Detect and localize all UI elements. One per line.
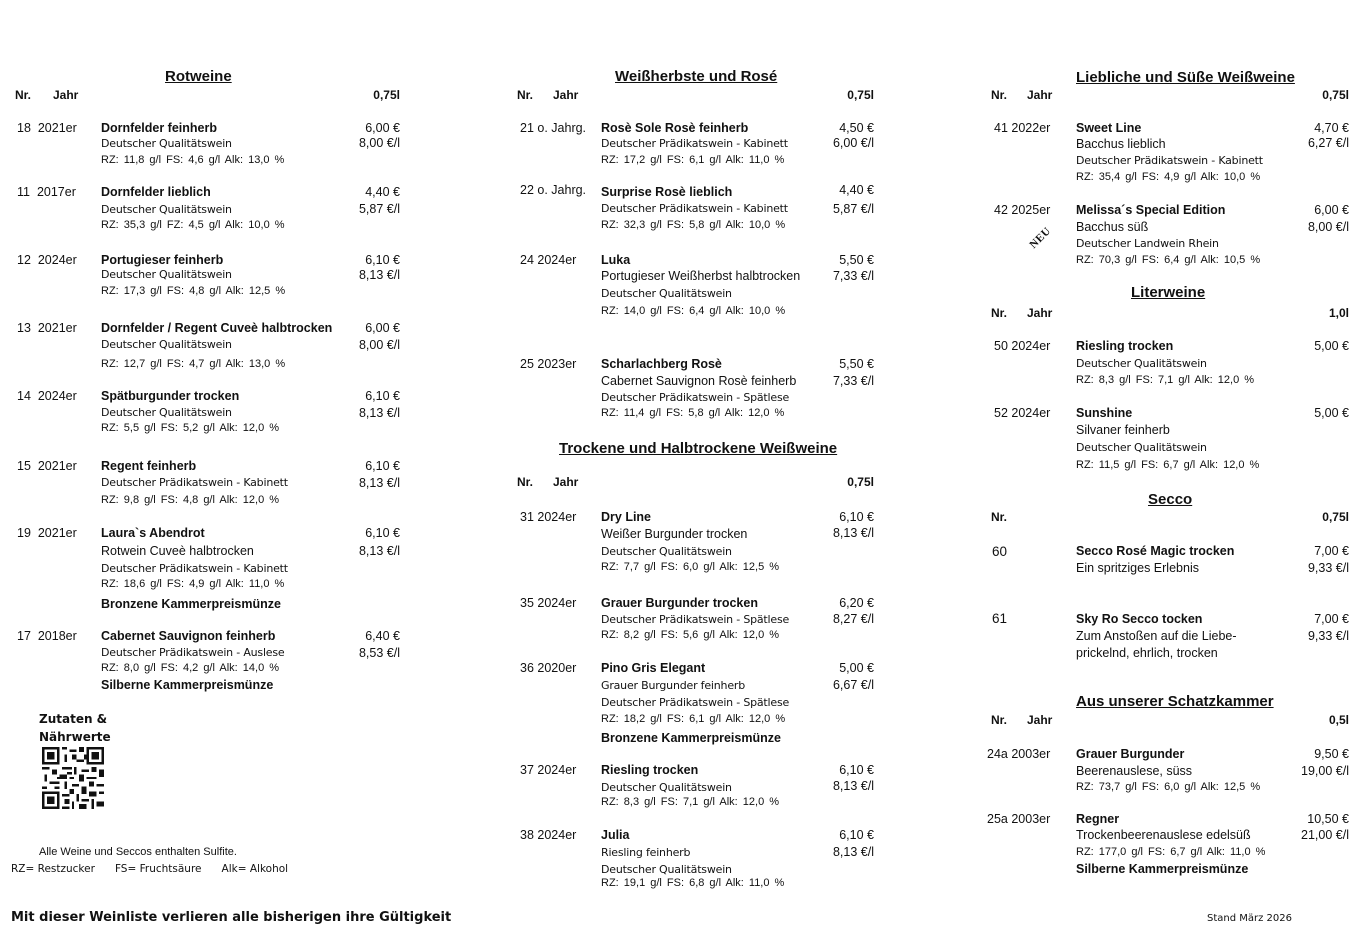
header-nr: Nr. xyxy=(991,510,1008,524)
wine-price: 7,00 € xyxy=(1314,544,1349,558)
wine-analysis: RZ: 18,6 g/l FS: 4,9 g/l Alk: 11,0 % xyxy=(101,578,285,590)
wine-name: Surprise Rosè lieblich xyxy=(601,185,733,199)
wine-price-per-liter: 9,33 €/l xyxy=(1307,629,1349,643)
wine-award: Silberne Kammerpreismünze xyxy=(1076,862,1249,876)
header-volume: 1,0l xyxy=(1328,306,1349,320)
wine-price-per-liter: 21,00 €/l xyxy=(1301,828,1349,842)
wine-price: 4,70 € xyxy=(1314,121,1349,135)
wine-name: Regent feinherb xyxy=(101,459,197,473)
wine-nr-year: 24 2024er xyxy=(520,253,577,267)
section-title-trockene: Trockene und Halbtrockene Weißweine xyxy=(559,440,838,457)
wine-name: Grauer Burgunder trocken xyxy=(601,596,758,610)
header-volume: 0,75l xyxy=(1322,510,1349,524)
header-volume: 0,75l xyxy=(373,88,400,102)
wine-price: 6,10 € xyxy=(365,459,400,473)
wine-price: 6,00 € xyxy=(365,121,400,135)
wine-price-per-liter: 5,87 €/l xyxy=(832,202,874,216)
wine-nr-year: 41 2022er xyxy=(994,121,1051,135)
wine-quality: Deutscher Qualitätswein xyxy=(601,781,732,794)
wine-subtitle: Weißer Burgunder trocken xyxy=(601,527,748,541)
wine-price-per-liter: 5,87 €/l xyxy=(358,202,400,216)
wine-nr-year: 25 2023er xyxy=(520,357,577,371)
wine-price-per-liter: 8,13 €/l xyxy=(832,526,874,540)
header-jahr: Jahr xyxy=(1027,306,1053,320)
wine-quality: Deutscher Qualitätswein xyxy=(101,203,232,216)
wine-subtitle: Silvaner feinherb xyxy=(1076,423,1170,437)
wine-nr-year: 50 2024er xyxy=(994,339,1051,353)
wine-nr-year: 22 o. Jahrg. xyxy=(520,183,587,197)
wine-quality: Deutscher Prädikatswein - Kabinett xyxy=(101,476,288,489)
wine-name: Dornfelder feinherb xyxy=(101,121,217,135)
wine-nr-year: 31 2024er xyxy=(520,510,577,524)
header-nr: Nr. xyxy=(517,475,534,489)
wine-analysis: RZ: 17,3 g/l FS: 4,8 g/l Alk: 12,5 % xyxy=(101,285,286,297)
wine-price: 6,20 € xyxy=(839,596,874,610)
section-title-weissherbste: Weißherbste und Rosé xyxy=(615,68,778,85)
new-badge: NEU xyxy=(1027,225,1054,251)
wine-price: 4,40 € xyxy=(365,185,400,199)
wine-price: 5,00 € xyxy=(839,661,874,675)
wine-analysis: RZ: 11,5 g/l FS: 6,7 g/l Alk: 12,0 % xyxy=(1076,459,1260,471)
wine-price: 6,10 € xyxy=(839,763,874,777)
wine-price: 4,40 € xyxy=(839,183,874,197)
wine-price: 6,40 € xyxy=(365,629,400,643)
wine-nr-year: 14 2024er xyxy=(17,389,77,403)
wine-quality: Deutscher Qualitätswein xyxy=(1076,357,1207,370)
wine-price-per-liter: 8,00 €/l xyxy=(358,136,400,150)
zutaten-label-line2: Nährwerte xyxy=(39,730,111,744)
wine-name: Regner xyxy=(1076,812,1120,826)
header-volume: 0,75l xyxy=(847,475,874,489)
wine-name: Cabernet Sauvignon feinherb xyxy=(101,629,276,643)
wine-analysis: RZ: 8,3 g/l FS: 7,1 g/l Alk: 12,0 % xyxy=(1076,374,1255,386)
wine-nr-year: 11 2017er xyxy=(17,185,76,199)
wine-subtitle: Rotwein Cuveè halbtrocken xyxy=(101,544,254,558)
wine-nr-year: 38 2024er xyxy=(520,828,577,842)
wine-name: Riesling trocken xyxy=(1076,339,1174,353)
wine-price: 4,50 € xyxy=(839,121,874,135)
wine-name: Melissa´s Special Edition xyxy=(1076,203,1226,217)
wine-subtitle: Grauer Burgunder feinherb xyxy=(601,679,745,692)
header-nr: Nr. xyxy=(517,88,534,102)
wine-name: Julia xyxy=(601,828,630,842)
wine-price: 5,50 € xyxy=(839,357,874,371)
wine-price: 6,10 € xyxy=(839,828,874,842)
wine-price-per-liter: 8,53 €/l xyxy=(358,646,400,660)
wine-price-per-liter: 8,13 €/l xyxy=(358,268,400,282)
wine-price-per-liter: 8,27 €/l xyxy=(832,612,874,626)
header-nr: Nr. xyxy=(991,713,1008,727)
wine-analysis: RZ: 7,7 g/l FS: 6,0 g/l Alk: 12,5 % xyxy=(601,561,780,573)
wine-analysis: RZ: 14,0 g/l FS: 6,4 g/l Alk: 10,0 % xyxy=(601,305,786,317)
wine-name: Pino Gris Elegant xyxy=(601,661,706,675)
wine-name: Portugieser feinherb xyxy=(101,253,224,267)
wine-quality: Deutscher Prädikatswein - Spätlese xyxy=(601,696,790,709)
wine-analysis: RZ: 17,2 g/l FS: 6,1 g/l Alk: 11,0 % xyxy=(601,154,785,166)
wine-nr-year: 52 2024er xyxy=(994,406,1051,420)
wine-nr-year: 13 2021er xyxy=(17,321,77,335)
wine-price-per-liter: 9,33 €/l xyxy=(1307,561,1349,575)
wine-name: Dornfelder lieblich xyxy=(101,185,211,199)
section-title-rotweine: Rotweine xyxy=(165,68,232,85)
wine-analysis: RZ: 35,4 g/l FS: 4,9 g/l Alk: 10,0 % xyxy=(1076,171,1261,183)
header-jahr: Jahr xyxy=(53,88,79,102)
wine-name: Dornfelder / Regent Cuveè halbtrocken xyxy=(101,321,333,335)
stand-date: Stand März 2026 xyxy=(1207,913,1293,924)
wine-quality: Deutscher Qualitätswein xyxy=(101,137,232,150)
wine-price: 5,00 € xyxy=(1314,339,1349,353)
wine-quality: Deutscher Qualitätswein xyxy=(601,287,732,300)
validity-notice: Mit dieser Weinliste verlieren alle bisherigen ihre Gültigkeit xyxy=(11,910,452,925)
wine-quality: Deutscher Qualitätswein xyxy=(101,338,232,351)
wine-quality: Deutscher Prädikatswein - Kabinett xyxy=(601,202,788,215)
wine-price: 7,00 € xyxy=(1314,612,1349,626)
wine-price-per-liter: 6,67 €/l xyxy=(832,678,874,692)
wine-price: 5,00 € xyxy=(1314,406,1349,420)
wine-quality: Deutscher Prädikatswein - Spätlese xyxy=(601,391,790,404)
wine-quality: Deutscher Qualitätswein xyxy=(101,406,232,419)
wine-nr-year: 37 2024er xyxy=(520,763,577,777)
wine-quality: Deutscher Qualitätswein xyxy=(601,545,732,558)
header-volume: 0,5l xyxy=(1328,713,1349,727)
wine-price-per-liter: 19,00 €/l xyxy=(1301,764,1349,778)
wine-analysis: RZ: 12,7 g/l FS: 4,7 g/l Alk: 13,0 % xyxy=(101,358,286,370)
wine-analysis: RZ: 19,1 g/l FS: 6,8 g/l Alk: 11,0 % xyxy=(601,877,785,889)
header-jahr: Jahr xyxy=(1027,713,1053,727)
wine-subtitle: Trockenbeerenauslese edelsüß xyxy=(1076,828,1251,842)
wine-quality: Deutscher Prädikatswein - Kabinett xyxy=(101,562,288,575)
wine-quality: Deutscher Qualitätswein xyxy=(601,863,732,876)
wine-analysis: RZ: 18,2 g/l FS: 6,1 g/l Alk: 12,0 % xyxy=(601,713,786,725)
wine-analysis: RZ: 5,5 g/l FS: 5,2 g/l Alk: 12,0 % xyxy=(101,422,280,434)
wine-name: Rosè Sole Rosè feinherb xyxy=(601,121,749,135)
wine-price-per-liter: 7,33 €/l xyxy=(832,269,874,283)
wine-price: 9,50 € xyxy=(1314,747,1349,761)
section-title-literweine: Literweine xyxy=(1131,284,1206,301)
wine-analysis: RZ: 8,2 g/l FS: 5,6 g/l Alk: 12,0 % xyxy=(601,629,780,641)
wine-price-per-liter: 8,00 €/l xyxy=(358,338,400,352)
wine-nr: 60 xyxy=(992,544,1008,559)
header-jahr: Jahr xyxy=(553,475,579,489)
wine-name: Luka xyxy=(601,253,631,267)
wine-price-per-liter: 6,27 €/l xyxy=(1307,136,1349,150)
wine-quality: Deutscher Prädikatswein - Auslese xyxy=(101,646,285,659)
zutaten-label-line1: Zutaten & xyxy=(39,712,108,726)
wine-nr-year: 19 2021er xyxy=(17,526,77,540)
header-jahr: Jahr xyxy=(1027,88,1053,102)
wine-subtitle: Bacchus süß xyxy=(1076,220,1149,234)
wine-nr-year: 36 2020er xyxy=(520,661,577,675)
wine-nr-year: 17 2018er xyxy=(17,629,77,643)
wine-price: 6,00 € xyxy=(365,321,400,335)
wine-price-per-liter: 8,13 €/l xyxy=(832,845,874,859)
wine-award: Silberne Kammerpreismünze xyxy=(101,678,274,692)
wine-subtitle: Portugieser Weißherbst halbtrocken xyxy=(601,269,801,283)
wine-nr-year: 18 2021er xyxy=(17,121,77,135)
wine-price-per-liter: 8,13 €/l xyxy=(832,779,874,793)
wine-name: Scharlachberg Rosè xyxy=(601,357,722,371)
header-nr: Nr. xyxy=(991,306,1008,320)
wine-price-per-liter: 8,13 €/l xyxy=(358,544,400,558)
wine-analysis: RZ: 73,7 g/l FS: 6,0 g/l Alk: 12,5 % xyxy=(1076,781,1261,793)
wine-analysis: RZ: 8,0 g/l FS: 4,2 g/l Alk: 14,0 % xyxy=(101,662,280,674)
wine-name: Riesling trocken xyxy=(601,763,699,777)
wine-quality: Deutscher Qualitätswein xyxy=(1076,441,1207,454)
wine-nr-year: 35 2024er xyxy=(520,596,577,610)
wine-name: Spätburgunder trocken xyxy=(101,389,240,403)
wine-subtitle-line2: prickelnd, ehrlich, trocken xyxy=(1076,646,1218,660)
section-title-schatzkammer: Aus unserer Schatzkammer xyxy=(1076,693,1274,710)
wine-price-per-liter: 8,00 €/l xyxy=(1307,220,1349,234)
wine-nr-year: 21 o. Jahrg. xyxy=(520,121,587,135)
wine-subtitle: Ein spritziges Erlebnis xyxy=(1076,561,1199,575)
section-title-liebliche: Liebliche und Süße Weißweine xyxy=(1076,69,1295,86)
wine-analysis: RZ: 11,4 g/l FS: 5,8 g/l Alk: 12,0 % xyxy=(601,407,785,419)
wine-price: 6,10 € xyxy=(365,253,400,267)
wine-analysis: RZ: 32,3 g/l FS: 5,8 g/l Alk: 10,0 % xyxy=(601,219,786,231)
header-volume: 0,75l xyxy=(847,88,874,102)
wine-name: Sky Ro Secco tocken xyxy=(1076,612,1203,626)
qr-code-icon[interactable] xyxy=(39,747,107,809)
wine-name: Grauer Burgunder xyxy=(1076,747,1185,761)
wine-analysis: RZ: 11,8 g/l FS: 4,6 g/l Alk: 13,0 % xyxy=(101,154,285,166)
wine-subtitle: Beerenauslese, süss xyxy=(1076,764,1193,778)
wine-analysis: RZ: 8,3 g/l FS: 7,1 g/l Alk: 12,0 % xyxy=(601,796,780,808)
wine-award: Bronzene Kammerpreismünze xyxy=(601,731,781,745)
header-nr: Nr. xyxy=(991,88,1008,102)
wine-quality: Deutscher Prädikatswein - Kabinett xyxy=(601,137,788,150)
wine-name: Sunshine xyxy=(1076,406,1133,420)
wine-analysis: RZ: 9,8 g/l FS: 4,8 g/l Alk: 12,0 % xyxy=(101,494,280,506)
wine-name: Sweet Line xyxy=(1076,121,1142,135)
sulfite-note: Alle Weine und Seccos enthalten Sulfite. xyxy=(39,846,237,858)
wine-price-per-liter: 8,13 €/l xyxy=(358,476,400,490)
wine-analysis: RZ: 177,0 g/l FS: 6,7 g/l Alk: 11,0 % xyxy=(1076,846,1266,858)
header-volume: 0,75l xyxy=(1322,88,1349,102)
wine-nr-year: 24a 2003er xyxy=(987,747,1051,761)
wine-nr-year: 12 2024er xyxy=(17,253,77,267)
wine-price-per-liter: 7,33 €/l xyxy=(832,374,874,388)
wine-price: 6,10 € xyxy=(839,510,874,524)
wine-analysis: RZ: 70,3 g/l FS: 6,4 g/l Alk: 10,5 % xyxy=(1076,254,1261,266)
wine-price: 10,50 € xyxy=(1307,812,1349,826)
header-jahr: Jahr xyxy=(553,88,579,102)
wine-quality: Deutscher Prädikatswein - Kabinett xyxy=(1076,154,1263,167)
wine-subtitle: Zum Anstoßen auf die Liebe- xyxy=(1076,629,1237,643)
wine-price: 6,00 € xyxy=(1314,203,1349,217)
wine-award: Bronzene Kammerpreismünze xyxy=(101,597,281,611)
wine-nr: 61 xyxy=(992,611,1008,626)
wine-subtitle: Cabernet Sauvignon Rosè feinherb xyxy=(601,374,797,388)
header-nr: Nr. xyxy=(15,88,32,102)
wine-analysis: RZ: 35,3 g/l FZ: 4,5 g/l Alk: 10,0 % xyxy=(101,219,285,231)
wine-name: Dry Line xyxy=(601,510,652,524)
wine-quality: Deutscher Landwein Rhein xyxy=(1076,237,1219,250)
wine-quality: Deutscher Prädikatswein - Spätlese xyxy=(601,613,790,626)
wine-price-per-liter: 6,00 €/l xyxy=(832,136,874,150)
wine-price-per-liter: 8,13 €/l xyxy=(358,406,400,420)
wine-nr-year: 42 2025er xyxy=(994,203,1051,217)
wine-name: Laura`s Abendrot xyxy=(101,526,205,540)
wine-price: 6,10 € xyxy=(365,389,400,403)
wine-price: 5,50 € xyxy=(839,253,874,267)
abbreviation-legend: RZ= Restzucker FS= Fruchtsäure Alk= Alkohol xyxy=(11,863,289,875)
section-title-secco: Secco xyxy=(1148,491,1193,508)
wine-subtitle: Riesling feinherb xyxy=(601,846,691,859)
wine-price: 6,10 € xyxy=(365,526,400,540)
wine-nr-year: 15 2021er xyxy=(17,459,77,473)
wine-nr-year: 25a 2003er xyxy=(987,812,1051,826)
wine-subtitle: Bacchus lieblich xyxy=(1076,137,1166,151)
wine-quality: Deutscher Qualitätswein xyxy=(101,268,232,281)
wine-name: Secco Rosé Magic trocken xyxy=(1076,544,1235,558)
